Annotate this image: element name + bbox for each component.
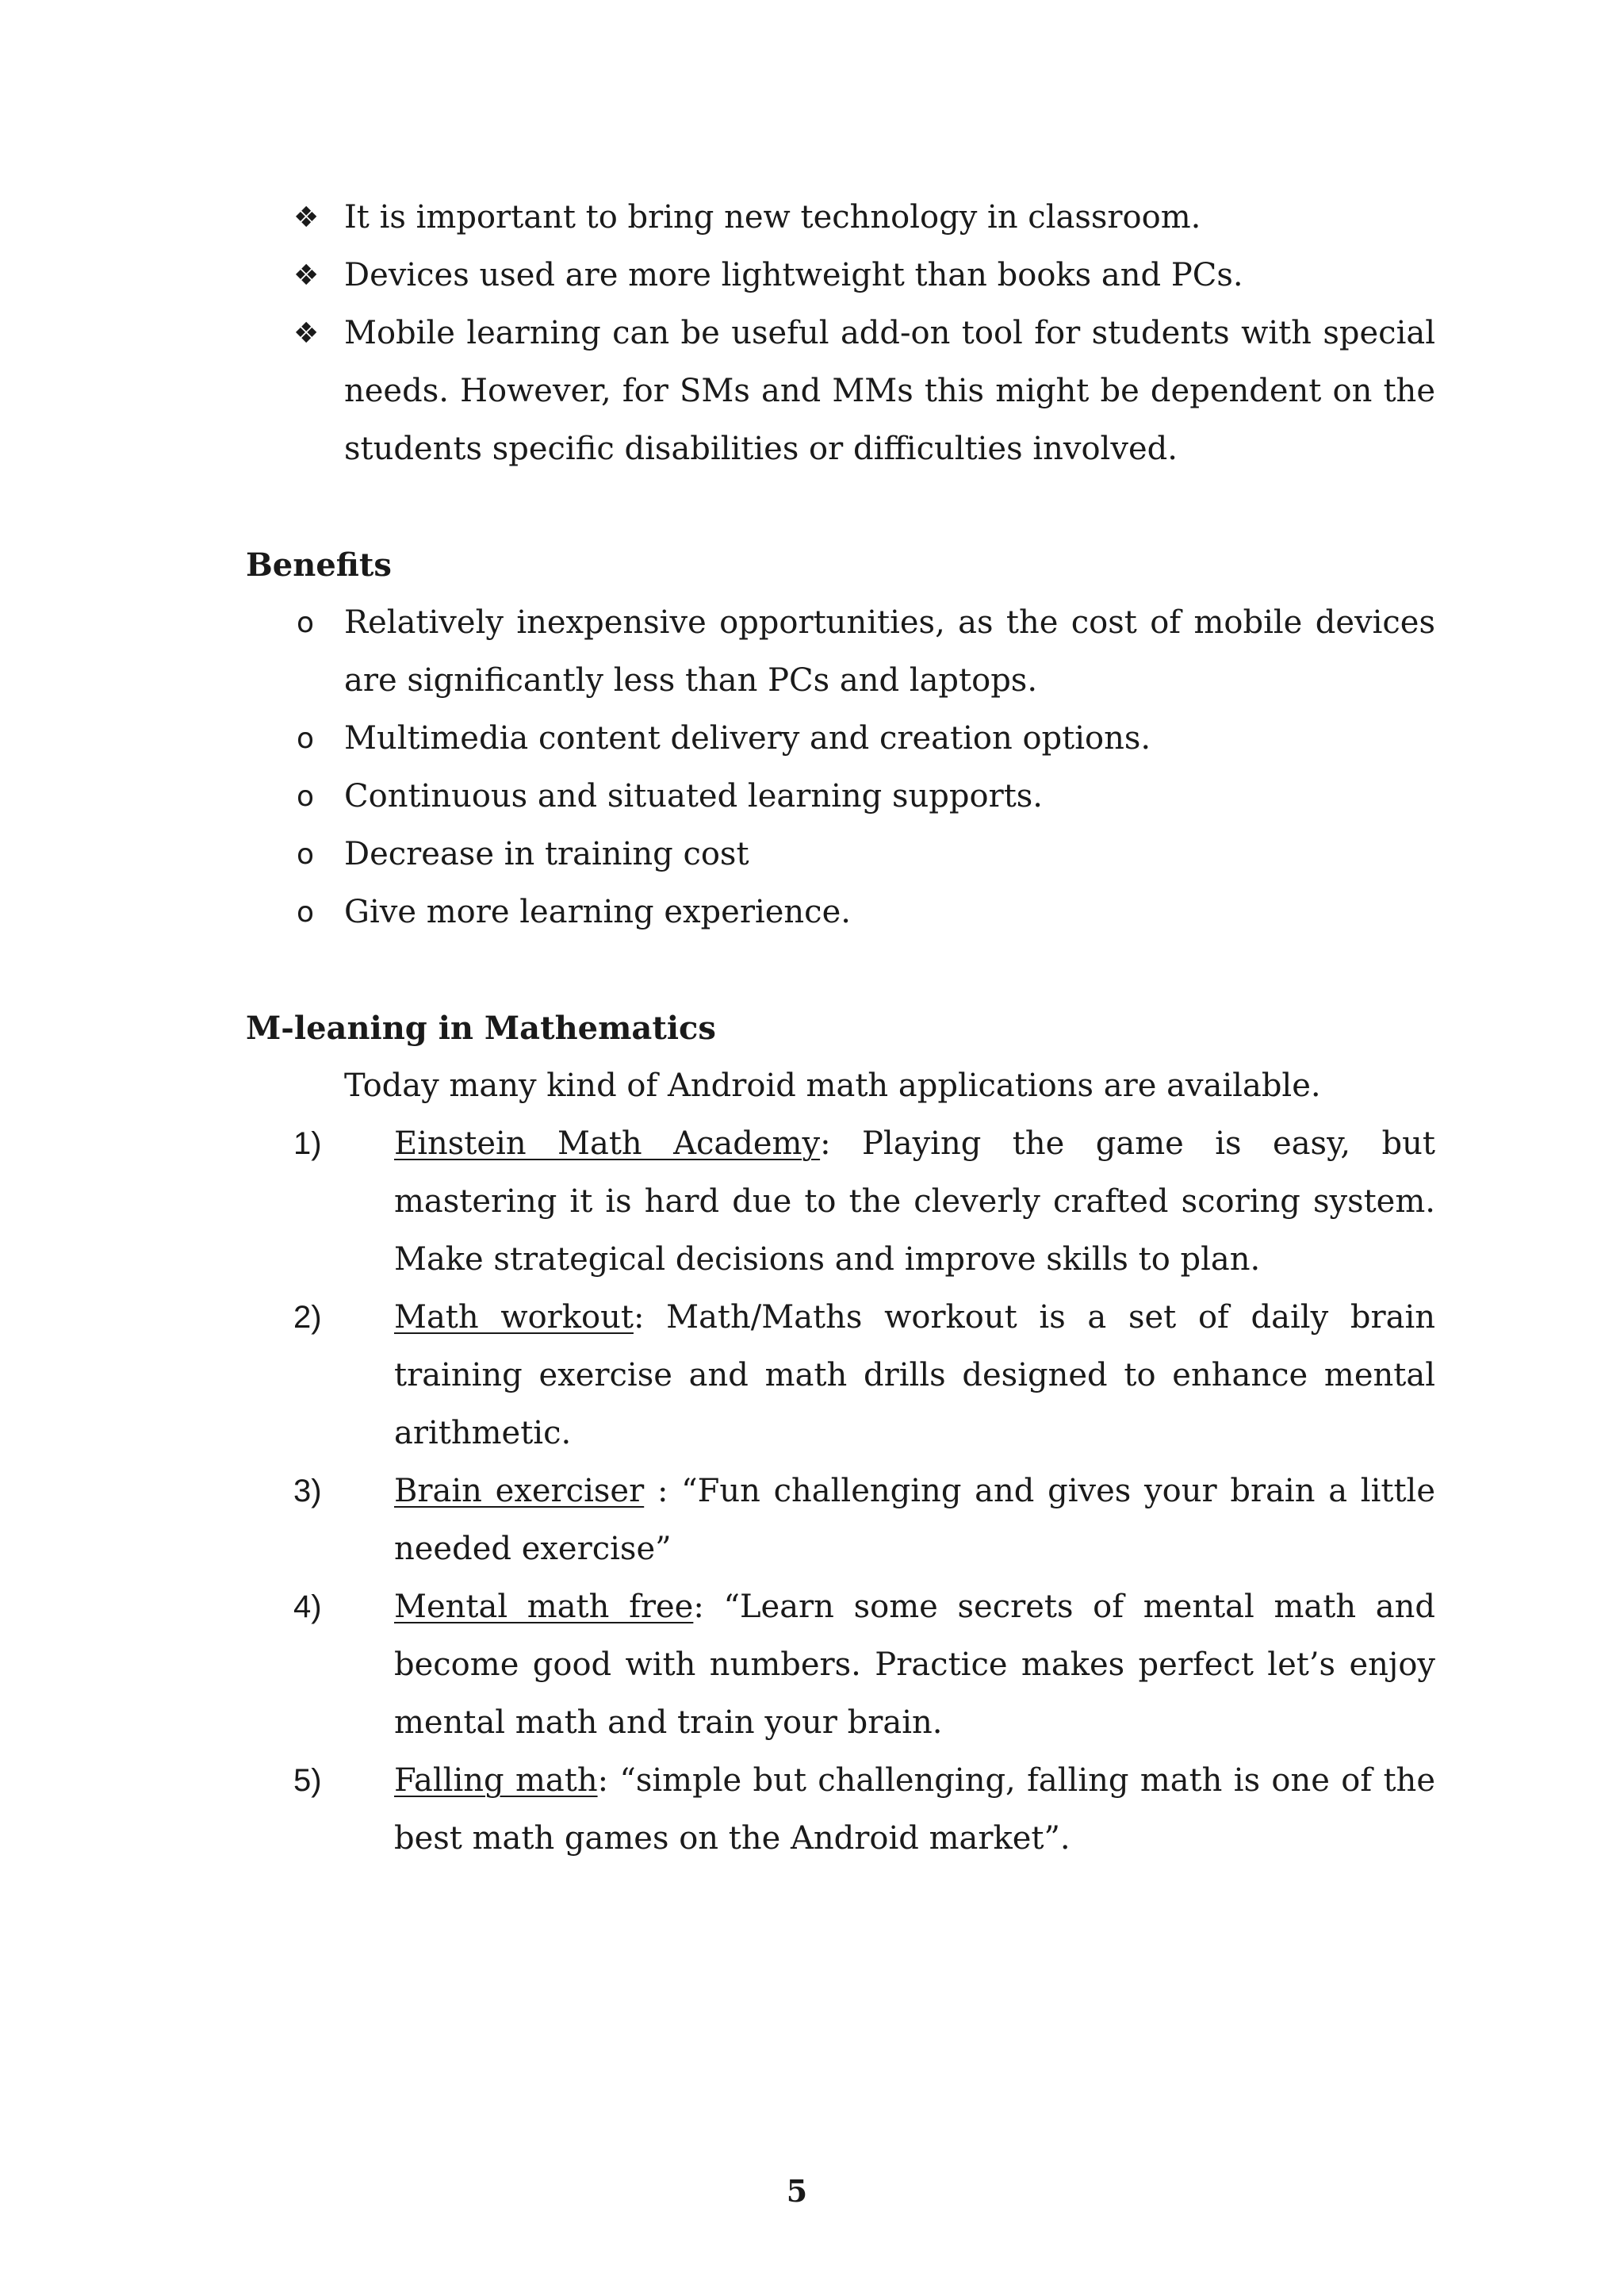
app-item [246, 1289, 1435, 1462]
page-number: 5 [786, 2173, 808, 2209]
benefits-heading: Benefits [246, 546, 392, 584]
app-name: Math workout [394, 1299, 634, 1336]
circle-bullet-icon: o [297, 838, 315, 871]
item-number: 4) [293, 1589, 322, 1624]
app-item [246, 1578, 1435, 1752]
mlearning-heading: M-leaning in Mathematics [246, 1010, 716, 1047]
app-name: Einstein Math Academy [394, 1125, 821, 1162]
app-description: Math/Maths workout is a set of daily brain training exercise and math drills designed to enhance mental arithmetic. [394, 1299, 1435, 1451]
app-separator: : [597, 1762, 620, 1799]
app-description: Playing the game is easy, but mastering it is hard due to the cleverly crafted scoring system. Make strategical decisions and improve skills to plan. [394, 1125, 1435, 1278]
app-item [246, 1115, 1435, 1289]
circle-bullet-icon: o [297, 607, 315, 639]
item-number: 1) [293, 1126, 322, 1161]
benefit-text: Continuous and situated learning supports. [344, 778, 1044, 815]
app-separator: : [820, 1125, 863, 1162]
item-number: 5) [293, 1763, 322, 1798]
diamond-bullet-icon: ❖ [293, 259, 320, 292]
circle-bullet-icon: o [297, 780, 315, 813]
app-description: “Learn some secrets of mental math and become good with numbers. Practice makes perfect let’s enjoy mental math and train your brain. [394, 1589, 1435, 1741]
benefit-text: Multimedia content delivery and creation options. [344, 720, 1151, 757]
diamond-bullet-icon: ❖ [293, 317, 320, 350]
benefit-item [246, 826, 1435, 884]
bullet-text: Mobile learning can be useful add-on tool for students with special needs. However, for SMs and MMs this might be dependent on the students specific disabilities or difficulties involved. [344, 315, 1435, 467]
benefit-text: Relatively inexpensive opportunities, as the cost of mobile devices are significantly less than PCs and laptops. [344, 604, 1435, 699]
circle-bullet-icon: o [297, 896, 315, 929]
app-description: “simple but challenging, falling math is one of the best math games on the Android market”. [394, 1762, 1435, 1857]
app-separator: : [644, 1473, 682, 1509]
intro-bullet [246, 247, 1435, 305]
benefit-item [246, 594, 1435, 710]
document-body [246, 189, 1435, 1868]
item-number: 2) [293, 1300, 322, 1335]
item-number: 3) [293, 1474, 322, 1508]
bullet-text: Devices used are more lightweight than books and PCs. [344, 257, 1243, 293]
benefit-text: Give more learning experience. [344, 894, 851, 930]
benefit-item [246, 768, 1435, 826]
circle-bullet-icon: o [297, 723, 315, 755]
mlearning-intro: Today many kind of Android math applications are available. [344, 1068, 1321, 1104]
intro-bullet [246, 305, 1435, 478]
app-item [246, 1462, 1435, 1578]
benefit-text: Decrease in training cost [344, 836, 749, 872]
app-item [246, 1752, 1435, 1868]
benefit-item [246, 710, 1435, 768]
diamond-bullet-icon: ❖ [293, 201, 320, 234]
app-name: Falling math [394, 1762, 598, 1799]
bullet-text: It is important to bring new technology in classroom. [344, 199, 1201, 236]
app-name: Mental math free [394, 1589, 694, 1625]
app-name: Brain exerciser [394, 1473, 645, 1509]
app-separator: : [693, 1589, 724, 1625]
app-description: “Fun challenging and gives your brain a little needed exercise” [394, 1473, 1435, 1567]
benefit-item [246, 884, 1435, 941]
intro-bullet [246, 189, 1435, 247]
app-separator: : [633, 1299, 667, 1336]
